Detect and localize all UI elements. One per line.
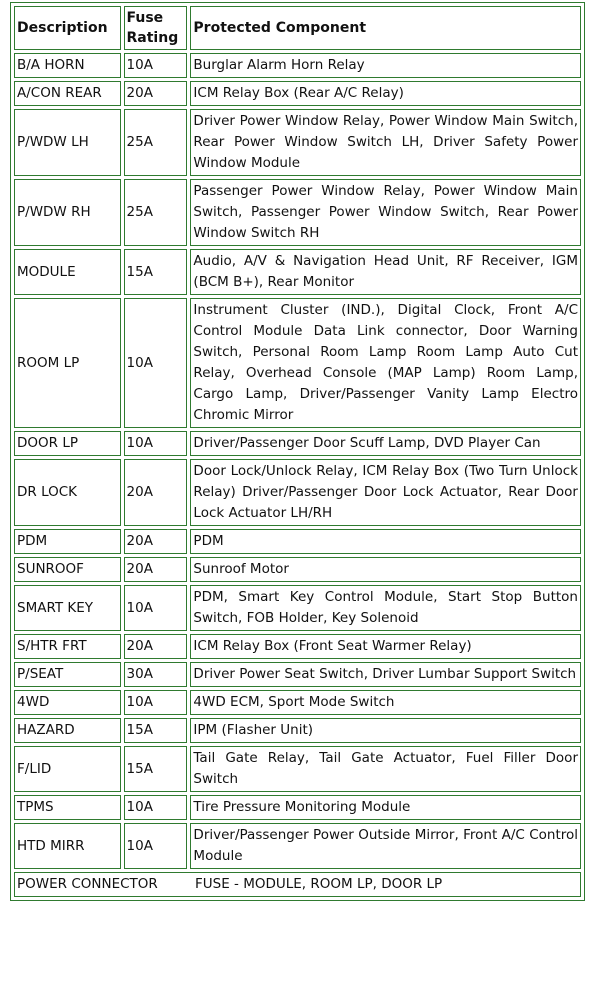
fuse-rating-cell: 15A <box>124 718 188 743</box>
protected-component-cell: Tail Gate Relay, Tail Gate Actuator, Fuel Filler Door Switch <box>190 746 581 792</box>
description-cell: SMART KEY <box>14 585 121 631</box>
fuse-rating-cell: 15A <box>124 249 188 295</box>
fuse-rating-cell: 10A <box>124 690 188 715</box>
description-cell: DOOR LP <box>14 431 121 456</box>
protected-component-cell: Driver Power Window Relay, Power Window Main Switch, Rear Power Window Switch LH, Driver Safety Power Window Module <box>190 109 581 176</box>
fuse-rating-cell: 15A <box>124 746 188 792</box>
table-row <box>14 823 581 869</box>
table-row <box>14 690 581 715</box>
fuse-rating-cell: 25A <box>124 179 188 246</box>
protected-component-header: Protected Component <box>190 6 581 50</box>
description-cell: B/A HORN <box>14 53 121 78</box>
fuse-rating-cell: 20A <box>124 81 188 106</box>
table-row <box>14 634 581 659</box>
fuse-rating-cell: 20A <box>124 529 188 554</box>
fuse-rating-cell: 10A <box>124 795 188 820</box>
protected-component-cell: Audio, A/V & Navigation Head Unit, RF Receiver, IGM (BCM B+), Rear Monitor <box>190 249 581 295</box>
protected-component-cell: PDM <box>190 529 581 554</box>
description-cell: ROOM LP <box>14 298 121 428</box>
protected-component-cell: IPM (Flasher Unit) <box>190 718 581 743</box>
description-cell: P/WDW LH <box>14 109 121 176</box>
component-text: FUSE - MODULE, ROOM LP, DOOR LP <box>195 876 443 892</box>
protected-component-cell: 4WD ECM, Sport Mode Switch <box>190 690 581 715</box>
fuse-table <box>10 2 585 901</box>
description-cell: P/SEAT <box>14 662 121 687</box>
protected-component-cell: Instrument Cluster (IND.), Digital Clock, Front A/C Control Module Data Link connector, Door Warning Switch, Personal Room Lamp Room Lamp Auto Cut Relay, Overhead Console (MAP Lamp) Room Lamp, Cargo Lamp, Driver/Passenger Vanity Lamp Electro Chromic Mirror <box>190 298 581 428</box>
description-cell: F/LID <box>14 746 121 792</box>
protected-component-cell: Driver Power Seat Switch, Driver Lumbar Support Switch <box>190 662 581 687</box>
description-cell: PDM <box>14 529 121 554</box>
table-row <box>14 795 581 820</box>
description-cell: A/CON REAR <box>14 81 121 106</box>
fuse-rating-cell: 10A <box>124 585 188 631</box>
protected-component-cell: ICM Relay Box (Rear A/C Relay) <box>190 81 581 106</box>
description-cell: 4WD <box>14 690 121 715</box>
description-text: POWER CONNECTOR <box>17 876 158 892</box>
table-row <box>14 53 581 78</box>
power-connector-cell <box>14 872 581 897</box>
table-row <box>14 872 581 897</box>
fuse-rating-cell: 10A <box>124 823 188 869</box>
fuse-rating-cell: 20A <box>124 557 188 582</box>
fuse-rating-header: Fuse Rating <box>124 6 188 50</box>
table-row <box>14 81 581 106</box>
table-row <box>14 109 581 176</box>
description-cell: HTD MIRR <box>14 823 121 869</box>
description-cell: TPMS <box>14 795 121 820</box>
fuse-rating-cell: 25A <box>124 109 188 176</box>
protected-component-cell: Tire Pressure Monitoring Module <box>190 795 581 820</box>
table-row <box>14 557 581 582</box>
table-row <box>14 662 581 687</box>
description-cell: HAZARD <box>14 718 121 743</box>
description-cell: S/HTR FRT <box>14 634 121 659</box>
table-row <box>14 298 581 428</box>
protected-component-cell: Driver/Passenger Door Scuff Lamp, DVD Player Can <box>190 431 581 456</box>
protected-component-cell: Sunroof Motor <box>190 557 581 582</box>
protected-component-cell: Driver/Passenger Power Outside Mirror, Front A/C Control Module <box>190 823 581 869</box>
table-row <box>14 746 581 792</box>
description-cell: DR LOCK <box>14 459 121 526</box>
fuse-rating-cell: 20A <box>124 634 188 659</box>
description-cell: P/WDW RH <box>14 179 121 246</box>
fuse-rating-cell: 10A <box>124 53 188 78</box>
table-row <box>14 431 581 456</box>
protected-component-cell: ICM Relay Box (Front Seat Warmer Relay) <box>190 634 581 659</box>
fuse-table-body <box>14 53 581 897</box>
fuse-rating-cell: 20A <box>124 459 188 526</box>
table-row <box>14 459 581 526</box>
description-cell: MODULE <box>14 249 121 295</box>
table-row <box>14 585 581 631</box>
protected-component-cell: Door Lock/Unlock Relay, ICM Relay Box (Two Turn Unlock Relay) Driver/Passenger Door Lock Actuator, Rear Door Lock Actuator LH/RH <box>190 459 581 526</box>
table-row <box>14 529 581 554</box>
table-row <box>14 718 581 743</box>
table-row <box>14 249 581 295</box>
fuse-rating-cell: 10A <box>124 431 188 456</box>
fuse-rating-cell: 30A <box>124 662 188 687</box>
description-cell: SUNROOF <box>14 557 121 582</box>
description-header: Description <box>14 6 121 50</box>
header-row <box>14 6 581 50</box>
fuse-rating-cell: 10A <box>124 298 188 428</box>
protected-component-cell: Burglar Alarm Horn Relay <box>190 53 581 78</box>
table-row <box>14 179 581 246</box>
protected-component-cell: PDM, Smart Key Control Module, Start Stop Button Switch, FOB Holder, Key Solenoid <box>190 585 581 631</box>
protected-component-cell: Passenger Power Window Relay, Power Window Main Switch, Passenger Power Window Switch, Rear Power Window Switch RH <box>190 179 581 246</box>
